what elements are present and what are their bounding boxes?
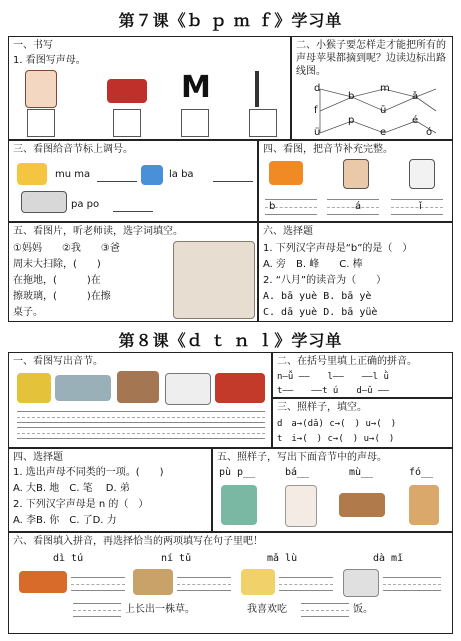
l8-s4-heading: 四、选择题 (13, 452, 63, 463)
write-box-3[interactable] (181, 109, 209, 137)
horn-picture (141, 165, 163, 185)
write-box-4[interactable] (249, 109, 277, 137)
apples (314, 83, 438, 139)
earth-picture (19, 571, 67, 593)
writing-lines (301, 603, 349, 617)
sun-picture (215, 373, 265, 403)
l8-s6-pinyin: mǎ lù (267, 553, 298, 564)
letter-m-picture: M (181, 70, 211, 105)
l7-s1-instr: 1. 看图写声母。 (13, 55, 86, 66)
crutch-picture (255, 71, 279, 107)
writing-lines (383, 577, 441, 591)
writing-lines (177, 577, 231, 591)
answer-line (113, 211, 153, 212)
l8-s4-q1: 1. 选出声母不同类的一项。( ) (13, 467, 164, 478)
apple: b (348, 91, 355, 102)
pencil-picture (409, 159, 435, 189)
duck-picture (17, 163, 47, 185)
waterfall-picture (221, 485, 257, 525)
l7-s6-heading: 六、选择题 (263, 226, 313, 237)
l7-section6 (258, 222, 453, 322)
car-picture (107, 79, 147, 103)
l7-s3-heading: 三、看图给音节标上调号。 (13, 144, 133, 155)
apple: p (348, 115, 355, 126)
l8-s4-q1-options: A. 大B. 地 C. 笔 D. 弟 (13, 483, 130, 494)
carrot-picture (269, 161, 303, 185)
car2-picture (21, 191, 67, 213)
apple: d (314, 83, 321, 94)
l7-s3-p1: mu ma (55, 169, 91, 180)
l8-s5-heading: 五、照样子，写出下面音节中的声母。 (217, 452, 387, 463)
apple: ǎ (412, 91, 419, 102)
writing-lines (327, 199, 379, 215)
buddha-picture (409, 485, 439, 525)
l7-section4 (258, 140, 453, 222)
l8-section5 (212, 448, 453, 532)
l8-s1-heading: 一、看图写出音节。 (13, 356, 103, 367)
answer-line (213, 181, 253, 182)
person-picture (343, 159, 369, 189)
l8-s2-row2: t—— ——t ú d—ǔ —— (277, 386, 389, 396)
l7-s5-line: 在拖地，( )在 (13, 275, 101, 286)
l7-s5-heading: 五、看图片，听老师读，选字词填空。 (13, 226, 183, 237)
l7-s2-heading: 二、小猴子要怎样走才能把所有的声母苹果都摘到呢？边读边标出路线图。 (296, 40, 446, 77)
l8-section1 (8, 352, 272, 448)
rabbit-picture (285, 485, 317, 527)
l7-s6-q1-options: A. 旁 B. 峰 C. 棒 (263, 259, 363, 270)
writing-lines (279, 577, 333, 591)
apple: m (380, 83, 390, 94)
l7-s6-q1: 1. 下列汉字声母是“b”的是（ ） (263, 243, 413, 254)
l8-s5-syllable: fó__ (409, 467, 434, 478)
l8-s6-sentence2-end: 饭。 (353, 604, 373, 615)
l8-s2-heading: 二、在括号里填上正确的拼音。 (277, 356, 417, 367)
l8-section3 (272, 398, 453, 448)
map-picture (17, 373, 51, 403)
l7-s5-options: ①妈妈 ②我 ③爸 (13, 243, 120, 254)
writing-lines (17, 427, 265, 439)
writing-lines (71, 577, 125, 591)
writing-lines (17, 411, 265, 423)
cleaning-picture (173, 241, 255, 319)
l7-s6-q2-options-a: A. bā yuè B. bā yè (263, 291, 372, 302)
road-picture (133, 569, 173, 595)
l8-s3-heading: 三、照样子，填空。 (277, 402, 367, 413)
answer-line (97, 181, 137, 182)
l8-s4-q2: 2. 下列汉字声母是 n 的（ ） (13, 499, 149, 510)
apple: ū (380, 105, 387, 116)
l7-s6-q2-options-b: C. dā yuè D. bā yüè (263, 307, 378, 318)
l8-s6-pinyin: dà mǐ (373, 553, 404, 564)
l7-s4-letter: b (269, 201, 276, 212)
l8-section4 (8, 448, 212, 532)
l7-section5 (8, 222, 258, 322)
l7-s3-p2: la ba (169, 169, 194, 180)
l8-s4-q2-options: A. 李B. 你 C. 了D. 力 (13, 515, 117, 526)
l8-section6 (8, 532, 453, 634)
l7-s1-heading: 一、书写 (13, 40, 53, 51)
l8-s5-syllable: bá__ (285, 467, 310, 478)
l8-s6-pinyin: ní tǔ (161, 553, 192, 564)
l7-section1 (8, 36, 291, 140)
apple: e (380, 127, 387, 138)
donkey-picture (117, 371, 159, 403)
l7-section2 (291, 36, 453, 140)
l8-s6-sentence2: 我喜欢吃 (247, 604, 287, 615)
lesson8-title: 第８课《ｄ ｔ ｎ ｌ》学习单 (118, 331, 343, 350)
music-sheet-picture (165, 373, 211, 405)
write-box-1[interactable] (27, 109, 55, 137)
l8-s3-row2: t i→( ) c→( ) u→( ) (277, 434, 395, 444)
l7-s5-line: 擦玻璃，( )在擦 (13, 291, 111, 302)
l7-s5-line: 桌子。 (13, 307, 43, 318)
l7-s4-letter: ǐ (419, 201, 422, 212)
rice-picture (241, 569, 275, 595)
writing-lines (73, 603, 121, 617)
writing-lines (391, 199, 443, 215)
l8-s5-syllable: mù__ (349, 467, 374, 478)
l7-s6-q2: 2. “八月”的读音为（ ） (263, 275, 387, 286)
l7-s4-letter: á (355, 201, 362, 212)
fish-picture (55, 375, 111, 401)
mud-picture (343, 569, 379, 597)
l8-s2-row1: n—ǚ —— l—— ——l ǜ (277, 372, 389, 382)
apple: é (412, 115, 419, 126)
l8-s6-pinyin: dì tú (53, 553, 84, 564)
l8-s6-heading: 六、看图填入拼音，再选择恰当的两项填写在句子里吧！ (13, 536, 263, 547)
l8-s3-row1: d a→(dǎ) c→( ) u→( ) (277, 419, 397, 429)
l8-s5-syllable: pù p__ (219, 467, 256, 478)
apple: ü (314, 127, 321, 138)
l8-section2 (272, 352, 453, 398)
write-box-2[interactable] (113, 109, 141, 137)
l7-s4-heading: 四、看图，把音节补充完整。 (263, 144, 393, 155)
log-picture (339, 493, 385, 517)
l7-s5-line: 周末大扫除，( ) (13, 259, 101, 270)
l7-s3-p3: pa po (71, 199, 100, 210)
apple: f (314, 105, 318, 116)
girl-picture (25, 70, 57, 108)
apple: ó (426, 127, 433, 138)
lesson7-title: 第７课《ｂ ｐ ｍ ｆ》学习单 (118, 11, 343, 30)
l8-s6-sentence1: 上长出一株草。 (125, 604, 195, 615)
l7-section3 (8, 140, 258, 222)
